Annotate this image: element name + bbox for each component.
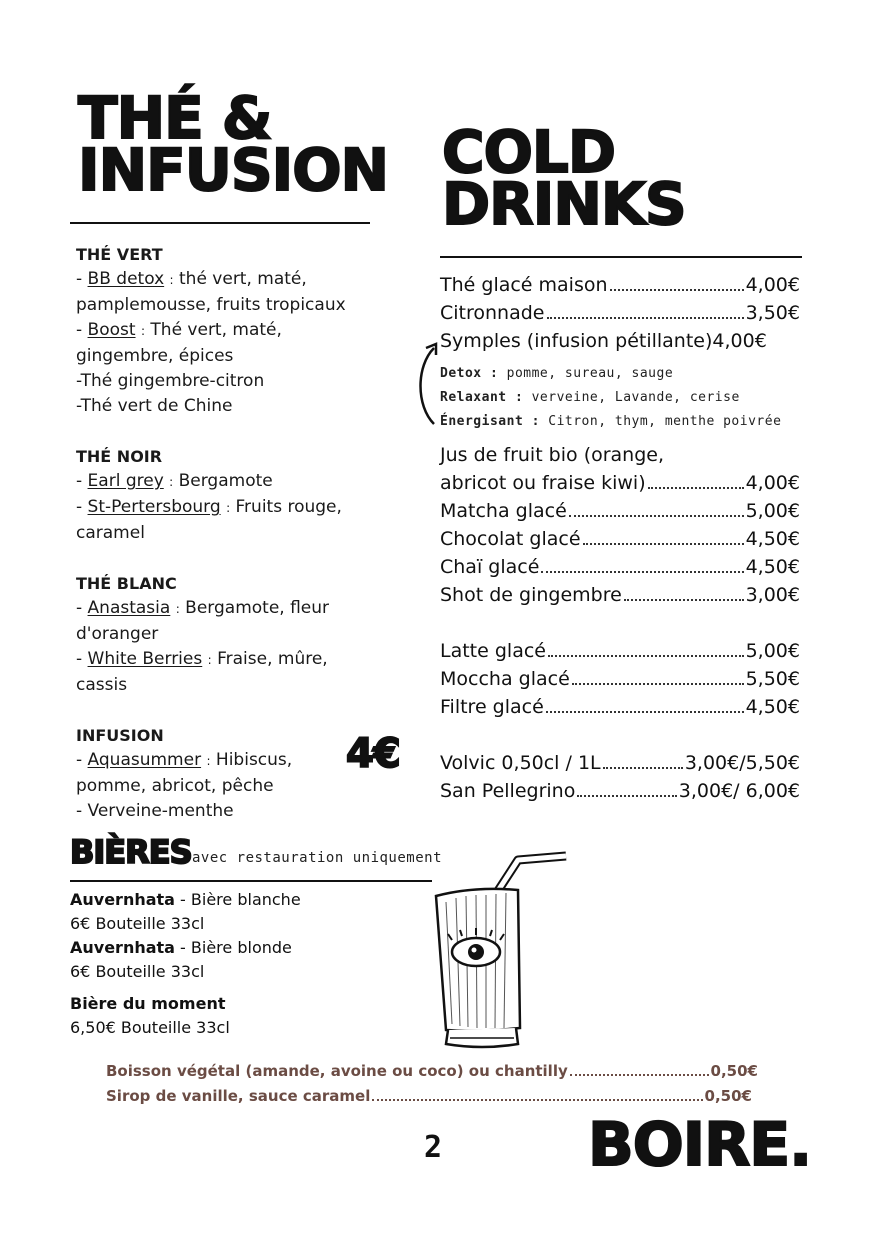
drink-name: Symples (infusion pétillante) xyxy=(440,330,713,352)
menu-item: - Anastasia : Bergamote, fleur xyxy=(76,598,330,618)
page-number: 2 xyxy=(424,1130,443,1165)
beer-name: Auvernhata xyxy=(70,938,175,957)
extra-price: 0,50€ xyxy=(704,1087,752,1105)
beer-detail: 6€ Bouteille 33cl xyxy=(70,962,205,981)
tea-title-line2: INFUSION xyxy=(78,136,389,205)
item-name: White Berries xyxy=(87,649,203,669)
drink-price: 4,00€ xyxy=(745,472,800,494)
item-name: Boost xyxy=(87,320,136,340)
drink-price: 4,00€ xyxy=(745,274,800,296)
extra-row xyxy=(106,1062,758,1080)
menu-item: - Earl grey : Bergamote xyxy=(76,471,273,491)
drink-price: 5,00€ xyxy=(745,640,800,662)
drink-name: San Pellegrino xyxy=(440,780,576,802)
tea-title xyxy=(78,84,389,205)
item-desc: Fraise, mûre, xyxy=(217,649,328,669)
item-desc-line2: pomme, abricot, pêche xyxy=(76,776,274,796)
symples-relaxant xyxy=(440,390,740,405)
beer-list xyxy=(70,888,301,1040)
item-desc-line2: pamplemousse, fruits tropicaux xyxy=(76,295,346,315)
drink-row xyxy=(440,302,800,330)
drink-name: Volvic 0,50cl / 1L xyxy=(440,752,601,774)
drink-row xyxy=(440,752,800,780)
beer-type: - Bière blanche xyxy=(174,890,301,909)
item-desc-line2: caramel xyxy=(76,523,145,543)
menu-item: - St-Pertersbourg : Fruits rouge, xyxy=(76,497,342,517)
symples-desc: verveine, Lavande, cerise xyxy=(531,390,740,405)
cold-title xyxy=(442,118,686,239)
tea-divider xyxy=(70,222,370,224)
drink-row xyxy=(440,696,800,724)
drink-price: 4,50€ xyxy=(745,696,800,718)
beer-type: - Bière blonde xyxy=(174,938,292,957)
drink-row xyxy=(440,528,800,556)
drink-price: 4,50€ xyxy=(745,556,800,578)
drink-row xyxy=(440,668,800,696)
beer-name: Bière du moment xyxy=(70,994,226,1013)
drink-price: 5,50€ xyxy=(745,668,800,690)
drink-price: 3,00€ xyxy=(745,584,800,606)
menu-item: -Thé gingembre-citron xyxy=(76,371,265,391)
menu-item: -Thé vert de Chine xyxy=(76,396,233,416)
item-name: Anastasia xyxy=(87,598,171,618)
menu-item: - Boost : Thé vert, maté, xyxy=(76,320,282,340)
item-desc: Bergamote, fleur xyxy=(185,598,330,618)
drink-price: 3,00€/ 6,00€ xyxy=(678,780,800,802)
drink-price: 4,00€ xyxy=(712,330,767,352)
beer-item xyxy=(70,936,301,960)
extra-name: Sirop de vanille, sauce caramel xyxy=(106,1087,371,1105)
tea-title-line1: THÉ & xyxy=(78,84,272,152)
iced-drink-illustration xyxy=(426,848,576,1054)
drink-price: 4,50€ xyxy=(745,528,800,550)
tea-price: 4€ xyxy=(346,731,400,777)
brand-wordmark: BOIRE. xyxy=(588,1110,812,1180)
drink-row xyxy=(440,780,800,808)
beer-detail: 6€ Bouteille 33cl xyxy=(70,914,205,933)
drink-name: Citronnade xyxy=(440,302,545,324)
item-desc: Bergamote xyxy=(178,471,273,491)
beer-item xyxy=(70,888,301,912)
item-desc: Thé vert, maté, xyxy=(150,320,282,340)
item-name: BB detox xyxy=(87,269,165,289)
beer-item xyxy=(70,992,301,1016)
item-desc-line2: cassis xyxy=(76,675,128,695)
the-noir-heading: THÉ NOIR xyxy=(76,447,163,466)
drink-price: 3,00€/5,50€ xyxy=(684,752,800,774)
beer-title: BIÈRES xyxy=(70,833,192,871)
beer-subtitle: avec restauration uniquement xyxy=(192,850,443,866)
drink-name: Chocolat glacé xyxy=(440,528,581,550)
drink-name: abricot ou fraise kiwi) xyxy=(440,472,646,494)
item-desc-line2: gingembre, épices xyxy=(76,346,234,366)
extra-name: Boisson végétal (amande, avoine ou coco) ou chantilly xyxy=(106,1062,568,1080)
drink-row xyxy=(440,274,800,302)
cold-title-line1: COLD xyxy=(442,118,615,186)
symples-desc: Citron, thym, menthe poivrée xyxy=(548,414,782,429)
item-name: Aquasummer xyxy=(87,750,202,770)
infusion-heading: INFUSION xyxy=(76,726,164,745)
drink-row xyxy=(440,584,800,612)
cold-title-line2: DRINKS xyxy=(442,170,686,239)
beer-name: Auvernhata xyxy=(70,890,175,909)
drink-price: 5,00€ xyxy=(745,500,800,522)
drink-row xyxy=(440,640,800,668)
drink-name: Shot de gingembre xyxy=(440,584,622,606)
item-name: St-Pertersbourg xyxy=(87,497,221,517)
drink-name: Chaï glacé xyxy=(440,556,540,578)
drink-name: Moccha glacé xyxy=(440,668,570,690)
the-vert-heading: THÉ VERT xyxy=(76,245,163,264)
item-desc: Hibiscus, xyxy=(215,750,293,770)
drink-row xyxy=(440,330,805,358)
symples-desc: pomme, sureau, sauge xyxy=(506,366,674,381)
drink-row xyxy=(440,556,800,584)
extra-price: 0,50€ xyxy=(710,1062,758,1080)
jus-line1: Jus de fruit bio (orange, xyxy=(440,444,665,466)
cold-divider xyxy=(440,256,802,258)
beer-detail: 6,50€ Bouteille 33cl xyxy=(70,1018,230,1037)
drink-name: Filtre glacé xyxy=(440,696,544,718)
drink-price: 3,50€ xyxy=(745,302,800,324)
symples-label: Relaxant : xyxy=(440,390,524,405)
beer-divider xyxy=(70,880,432,882)
drink-name: Thé glacé maison xyxy=(440,274,608,296)
symples-label: Énergisant : xyxy=(440,414,540,429)
menu-item: - Aquasummer : Hibiscus, xyxy=(76,750,293,770)
item-desc: thé vert, maté, xyxy=(179,269,307,289)
drink-name: Matcha glacé xyxy=(440,500,567,522)
symples-detox xyxy=(440,366,673,381)
extra-row xyxy=(106,1087,752,1105)
item-desc-line2: d'oranger xyxy=(76,624,159,644)
drink-row xyxy=(440,500,800,528)
item-name: Earl grey xyxy=(87,471,164,491)
symples-energisant xyxy=(440,414,781,429)
symples-label: Detox : xyxy=(440,366,499,381)
menu-item: - Verveine-menthe xyxy=(76,801,234,821)
drink-name: Latte glacé xyxy=(440,640,546,662)
menu-item: - BB detox : thé vert, maté, xyxy=(76,269,307,289)
item-desc: Fruits rouge, xyxy=(235,497,342,517)
menu-item: - White Berries : Fraise, mûre, xyxy=(76,649,328,669)
the-blanc-heading: THÉ BLANC xyxy=(76,574,177,593)
drink-row xyxy=(440,472,800,500)
